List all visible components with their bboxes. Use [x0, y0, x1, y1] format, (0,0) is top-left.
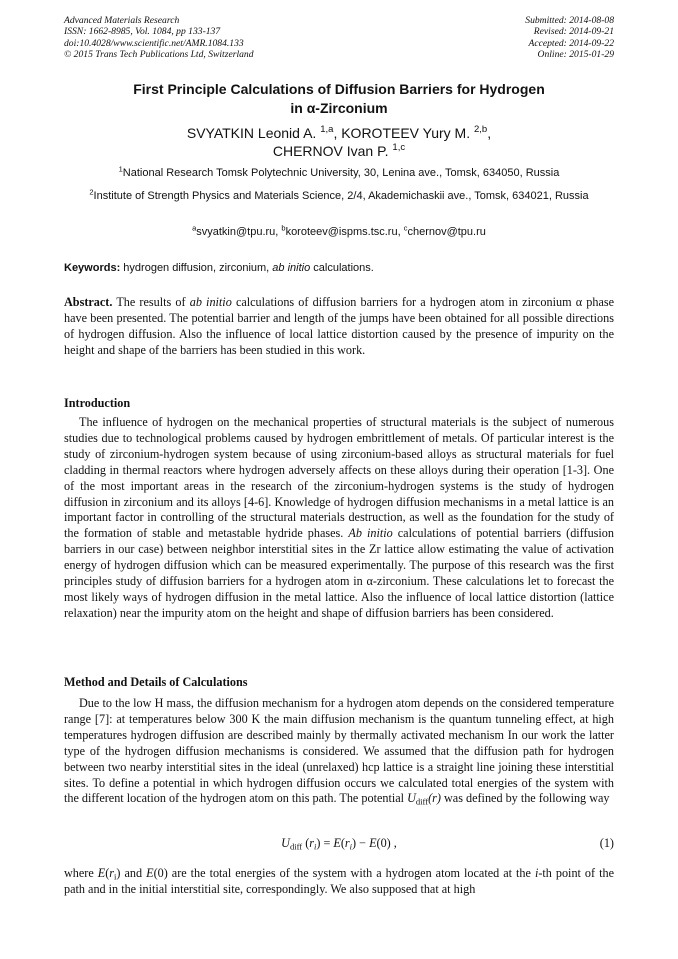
- author-list: [64, 124, 614, 160]
- intro-italic: Ab initio: [348, 526, 393, 541]
- author-sup: 1,c: [392, 142, 406, 154]
- title-line-1: First Principle Calculations of Diffusion Barriers for Hydrogen: [133, 81, 545, 97]
- affiliation-text: National Research Tomsk Polytechnic University, 30, Lenina ave., Tomsk, 634050, Russia: [122, 167, 560, 179]
- submission-dates: [525, 15, 614, 60]
- keywords: [64, 261, 614, 275]
- author-sup: 1,a: [320, 124, 334, 136]
- where-text: are the total energies of the system with a hydrogen atom located at the: [167, 866, 535, 880]
- affiliation-sup: 1: [118, 164, 123, 174]
- equation-1: [64, 835, 614, 851]
- accepted-date: Accepted: 2014-09-22: [528, 37, 614, 49]
- eq-r: r: [309, 836, 314, 850]
- submitted-date: Submitted: 2014-08-08: [525, 15, 614, 26]
- keywords-italic: ab initio: [272, 262, 311, 274]
- eq-sub: diff: [289, 841, 303, 852]
- abstract-label: Abstract.: [64, 295, 113, 309]
- method-paragraph: [64, 696, 614, 807]
- issn-line: ISSN: 1662-8985, Vol. 1084, pp 133-137: [64, 26, 221, 38]
- keywords-text: hydrogen diffusion, zirconium,: [120, 262, 273, 274]
- abstract-italic: ab initio: [189, 295, 232, 309]
- author-sep: ,: [487, 125, 492, 141]
- eq-comma: ,: [390, 836, 397, 850]
- author-sep: ,: [333, 125, 342, 141]
- email-sup: c: [403, 223, 408, 233]
- eq-paren: (: [302, 836, 310, 850]
- email-link[interactable]: koroteev@ispms.tsc.ru,: [285, 226, 404, 238]
- email-link[interactable]: chernov@tpu.ru: [407, 226, 486, 238]
- where-text: and: [120, 866, 147, 880]
- abstract: [64, 295, 614, 359]
- sym-sub: i: [114, 871, 117, 882]
- eq-op: ) =: [316, 836, 334, 850]
- eq-sub: i: [314, 841, 317, 852]
- email-list: [64, 225, 614, 240]
- where-text: where: [64, 866, 98, 880]
- method-heading: Method and Details of Calculations: [64, 675, 248, 689]
- symbol-u: U: [407, 791, 416, 806]
- author-name: KOROTEEV Yury M.: [341, 125, 471, 141]
- keywords-label: Keywords:: [64, 262, 121, 274]
- method-text: Due to the low H mass, the diffusion mechanism for a hydrogen atom depends on the considered temperature range [7]: at temperatures below 300 K the main diffusion mechanism is the quantum tunneling effect, at high temperatures hydrogen diffusion are described mainly by thermally activated mechanism In our work the latter type of the hydrogen diffusion mechanisms is considered. We assumed that the diffusion path for hydrogen between two nearby interstitial sites in the ideal (unrelaxed) hcp lattice is a straight line joining these interstitial sites. To define a potential in which hydrogen diffusion occurs we calculated total energies of the system with the different location of the hydrogen atom on this path. The potential: [64, 696, 614, 806]
- introduction-paragraph: [64, 415, 614, 622]
- introduction-heading: Introduction: [64, 396, 131, 410]
- sym-i: i: [534, 866, 539, 880]
- keywords-text-end: calculations.: [310, 262, 374, 274]
- sym-e: E: [146, 866, 154, 880]
- affiliation-sup: 2: [89, 187, 94, 197]
- eq-u: U: [281, 836, 290, 850]
- eq-zero: (0): [376, 836, 391, 850]
- sym-e: E: [97, 866, 106, 880]
- symbol-sub: diff: [415, 796, 429, 807]
- where-text: -th point of the path and in the initial interstitial site, correspondingly. We also supposed that at high: [64, 866, 614, 896]
- eq-e: E: [369, 836, 377, 850]
- where-paragraph: [64, 866, 614, 898]
- title-line-2: in α-Zirconium: [290, 100, 388, 116]
- email-sup: a: [192, 223, 197, 233]
- symbol-r: (r): [428, 791, 441, 806]
- sym-r: r: [109, 866, 115, 880]
- copyright-line: © 2015 Trans Tech Publications Ltd, Switzerland: [64, 48, 254, 60]
- equation-body: [64, 835, 614, 851]
- intro-text: The influence of hydrogen on the mechanical properties of structural materials is the subject of numerous studies due to technological problems caused by hydrogen embrittlement of metals. Of particular interest is the study of zirconium-hydrogen system because of using zirconium-based alloys as structural materials for fuel cladding in thermal reactors where hydrogen adversely affects on these alloys during their operation [1-3]. One of the most important areas in the research of the zirconium-hydrogen systems is the study of hydrogen diffusion in zirconium and its alloys [4-6]. Knowledge of hydrogen diffusion mechanisms in a metal lattice is an important factor in controlling of the structural materials destruction, as well as the foundation for the study of the formation of stable and metastable hydride phases.: [64, 415, 614, 541]
- intro-text: calculations of potential barriers (diffusion barriers in our case) between neighbor interstitial sites in the Zr lattice allow estimating the value of activation energy of hydrogen diffusion which can be measured experimentally. The purpose of this research was the first principles study of diffusion barriers for a hydrogen atom in α-zirconium. These calculations let to forecast the most likely ways of hydrogen diffusion in the metal lattice. Also the influence of local lattice distortion (lattice relaxation) near the impurity atom on the height and shape of diffusion barriers has been considered.: [64, 526, 614, 620]
- eq-paren: (: [340, 836, 345, 850]
- affiliation-1: [64, 166, 614, 181]
- sym-zero: (0): [153, 866, 168, 880]
- sym-paren: ): [116, 866, 121, 880]
- doi-line: doi:10.4028/www.scientific.net/AMR.1084.133: [64, 37, 244, 49]
- sym-paren: (: [105, 866, 110, 880]
- abstract-text: calculations of diffusion barriers for a hydrogen atom in zirconium α phase have been presented. The potential barrier and length of the jumps have been obtained for all possible directions of hydrogen diffusion. Also the influence of local lattice distortion caused by the presence of impurity on the height and shape of the barriers has been studied in this work.: [64, 295, 615, 357]
- online-date: Online: 2015-01-29: [537, 48, 614, 60]
- eq-op: ) −: [352, 836, 370, 850]
- paper-title: [64, 80, 614, 118]
- method-text: was defined by the following way: [440, 791, 610, 806]
- author-name: SVYATKIN Leonid A.: [186, 125, 317, 141]
- affiliation-2: [64, 189, 614, 204]
- journal-name: Advanced Materials Research: [64, 15, 180, 26]
- equation-number: (1): [599, 836, 614, 850]
- eq-r: r: [344, 836, 350, 850]
- journal-info: [64, 15, 254, 60]
- affiliation-text: Institute of Strength Physics and Materials Science, 2/4, Akademichaskii ave., Tomsk, 634021, Russia: [93, 190, 589, 202]
- abstract-text: The results of: [112, 295, 190, 309]
- author-sup: 2,b: [474, 124, 488, 136]
- email-sup: b: [281, 223, 286, 233]
- author-name: CHERNOV Ivan P.: [272, 143, 389, 159]
- email-link[interactable]: svyatkin@tpu.ru,: [196, 226, 282, 238]
- eq-sub: i: [349, 841, 353, 852]
- eq-e: E: [333, 836, 341, 850]
- revised-date: Revised: 2014-09-21: [533, 26, 614, 38]
